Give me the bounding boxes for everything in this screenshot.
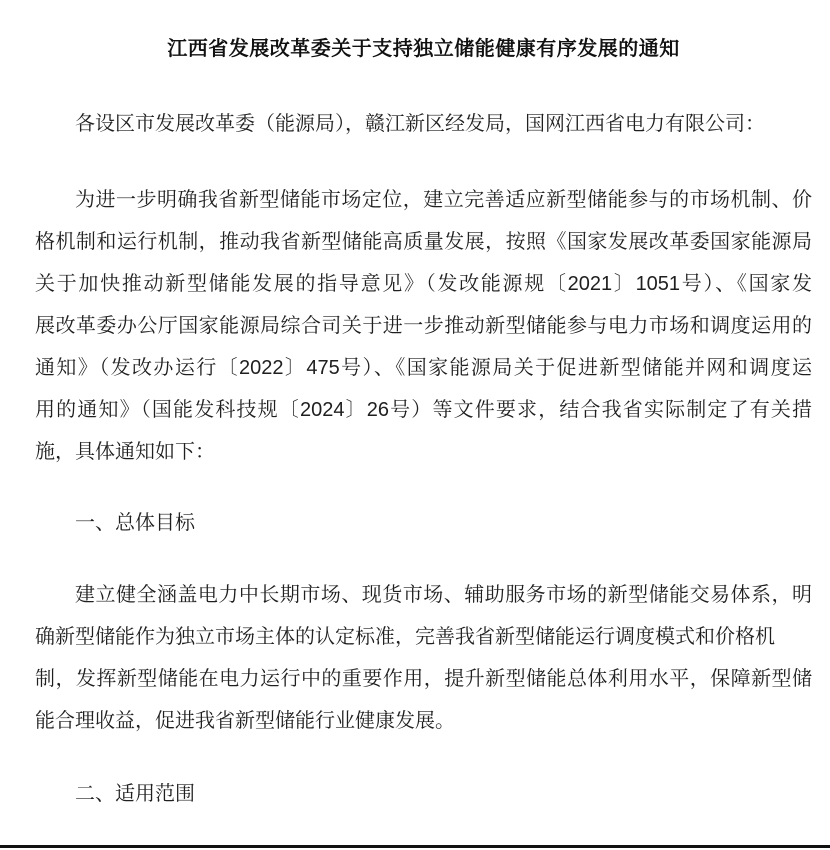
section1-paragraph xyxy=(35,574,812,742)
paragraph-line: 能合理收益，促进我省新型储能行业健康发展。 xyxy=(35,710,455,732)
paragraph-line: 制，发挥新型储能在电力运行中的重要作用，提升新型储能总体利用水平，保障新型储 xyxy=(35,668,812,690)
intro-paragraph xyxy=(35,179,812,473)
section-heading-overall-goals: 一、总体目标 xyxy=(75,512,195,534)
paragraph-line: 用的通知》（国能发科技规〔2024〕26号）等文件要求，结合我省实际制定了有关措 xyxy=(35,399,812,421)
salutation-line: 各设区市发展改革委（能源局），赣江新区经发局，国网江西省电力有限公司： xyxy=(75,113,765,135)
paragraph-line: 建立健全涵盖电力中长期市场、现货市场、辅助服务市场的新型储能交易体系，明 xyxy=(75,584,812,606)
paragraph-line: 为进一步明确我省新型储能市场定位，建立完善适应新型储能参与的市场机制、价 xyxy=(75,189,812,211)
paragraph-line: 确新型储能作为独立市场主体的认定标准，完善我省新型储能运行调度模式和价格机 xyxy=(35,626,775,648)
paragraph-line: 展改革委办公厅国家能源局综合司关于进一步推动新型储能参与电力市场和调度运用的 xyxy=(35,315,812,337)
paragraph-line: 格机制和运行机制，推动我省新型储能高质量发展，按照《国家发展改革委国家能源局 xyxy=(35,231,812,253)
document-content xyxy=(35,0,812,815)
document-title: 江西省发展改革委关于支持独立储能健康有序发展的通知 xyxy=(167,38,680,60)
paragraph-line: 通知》（发改办运行〔2022〕475号）、《国家能源局关于促进新型储能并网和调度运 xyxy=(35,357,812,379)
paragraph-line: 施，具体通知如下： xyxy=(35,441,215,463)
section-heading-scope: 二、适用范围 xyxy=(75,783,195,805)
bottom-divider xyxy=(0,845,830,848)
paragraph-line: 关于加快推动新型储能发展的指导意见》（发改能源规〔2021〕1051号）、《国家发 xyxy=(35,273,812,295)
